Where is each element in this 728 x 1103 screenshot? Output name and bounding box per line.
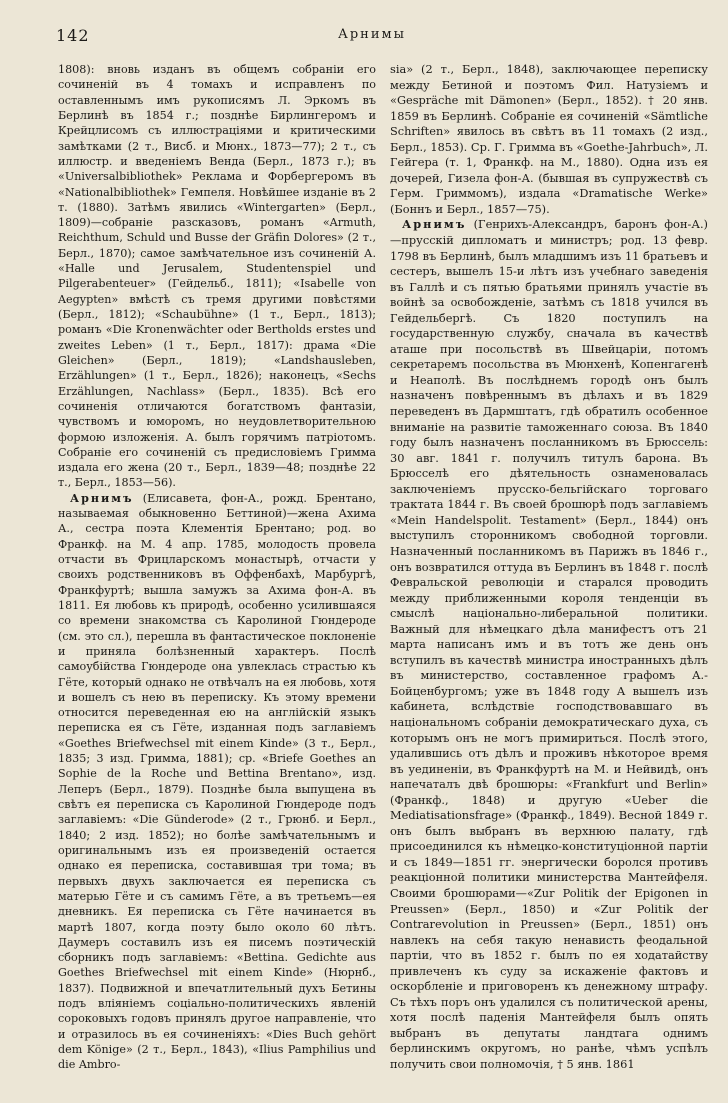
entry-text: (Генрихъ-Александръ, баронъ фон-А.)—прусскій дипломатъ и министръ; род. 13 февр. 1798 въ Берлинѣ, былъ младшимъ изъ 11 братьевъ и сестеръ, вышелъ 15-и лѣтъ изъ учебнаго заведенія въ Галлѣ и съ пятью братьями принялъ участіе въ войнѣ за освобожденіе, затѣмъ съ 1818 учился въ Гейдельбергѣ. Съ 1820 поступилъ на государственную службу, сначала въ качествѣ аташе при посольствѣ въ Швейцаріи, потомъ секретаремъ посольства въ Мюнхенѣ, Копенгагенѣ и Неаполѣ. Въ послѣднемъ городѣ онъ былъ назначенъ повѣреннымъ въ дѣлахъ и въ 1829 переведенъ въ Дармштатъ, гдѣ обратилъ особенное вниманіе на развитіе таможеннаго союза. Въ 1840 году былъ назначенъ посланникомъ въ Брюссель: 30 авг. 1841 г. получилъ титулъ барона. Въ Брюсселѣ его дѣятельность ознаменовалась заключеніемъ прусско-бельгійскаго торговаго трактата 1844 г. Въ своей брошюрѣ подъ заглавіемъ «Mein Handelspolit. Testament» (Берл., 1844) онъ выступилъ сторонникомъ свободной торговли. Назначенный посланникомъ въ Парижъ въ 1846 г., онъ возвратился оттуда въ Берлинъ въ 1848 г. послѣ Февральской революціи и старался проводить между приближенными короля тенденціи въ смыслѣ національно-либеральной политики. Важный для нѣмецкаго дѣла манифестъ отъ 21 марта написанъ имъ и въ тотъ же день онъ вступилъ въ качествѣ министра иностранныхъ дѣлъ въ министерство, составленное графомъ А.-Бойценбургомъ; уже въ 1848 году А вышелъ изъ кабинета, вслѣдствіе господствовавшаго въ національномъ собраніи демократическаго духа, съ которымъ онъ не могъ примириться. Послѣ этого, удалившись отъ дѣлъ и проживъ нѣкоторое время въ уединеніи, въ Франкфуртѣ на М. и Нейвидѣ, онъ напечаталъ двѣ брошюры: «Frankfurt und Berlin» (Франкф., 1848) и другую «Ueber die Mediatisationsfrage» (Франкф., 1849). Весной 1849 г. онъ былъ выбранъ въ верхнюю палату, гдѣ присоединился къ нѣмецко-конституціонной партіи и съ 1849—1851 гг. энергически боролся противъ реакціонной политики министерства Мантейфеля. Своими брошюрами—«Zur Politik der Epigonen in Preussen» (Берл., 1850) и «Zur Politik der Contrarevolution in Preussen» (Берл., 1851) онъ навлекъ на себя такую ненависть феодальной партіи, что въ 1852 г. былъ по ея ходатайству привлеченъ къ суду за искаженіе фактовъ и оскорбленіе и приговоренъ къ денежному штрафу. Съ тѣхъ поръ онъ удалился съ политической арены, хотя послѣ паденія Мантейфеля былъ опять выбранъ въ депутаты ландтага однимъ берлинскимъ округомъ, но ранѣе, чѣмъ успѣлъ получить свои полномочія, † 5 янв. 1861 [390, 217, 708, 1071]
entry-arnim-elisabeth [58, 491, 376, 1073]
entry-text: (Елисавета, фон-А., рожд. Брентано, называемая обыкновенно Беттиной)—жена Ахима А., сестра поэта Клементія Брентано; род. во Франкф. на М. 4 апр. 1785, молодость провела отчасти въ Фрицларскомъ монастырѣ, отчасти у своихъ родственниковъ въ Оффенбахѣ, Марбургѣ, Франкфуртѣ; вышла замужъ за Ахима фон-А. въ 1811. Ея любовь къ природѣ, особенно усилившаяся со времени знакомства съ Каролиной Гюндероде (см. это сл.), перешла въ фантастическое поклоненіе и приняла болѣзненный характеръ. Послѣ самоубійства Гюндероде она увлеклась страстью къ Гёте, который однако не отвѣчалъ на ея любовь, хотя и вошелъ съ нею въ переписку. Къ этому времени относится переведенная ею на англійскій языкъ переписка ея съ Гёте, изданная подъ заглавіемъ «Goethes Briefwechsel mit einem Kinde» (3 т., Берл., 1835; 3 изд. Гримма, 1881); ср. «Briefe Goethes an Sophie de la Roche und Bettina Brentano», изд. Леперъ (Берл., 1879). Позднѣе была выпущена въ свѣтъ ея переписка съ Каролиной Гюндероде подъ заглавіемъ: «Die Günderode» (2 т., Грюнб. и Берл., 1840; 2 изд. 1852); но болѣе замѣчательнымъ и оригинальнымъ изъ ея произведеній остается однако ея переписка, составившая три тома; въ первыхъ двухъ заключается ея переписка съ матерью Гёте и съ самимъ Гёте, а въ третьемъ—ея дневникъ. Ея переписка съ Гёте начинается въ мартѣ 1807, когда поэту было около 60 лѣтъ. Даумеръ составилъ изъ ея писемъ поэтическій сборникъ подъ заглавіемъ: «Bettina. Gedichte aus Goethes Briefwechsel mit einem Kinde» (Нюрнб., 1837). Подвижной и впечатлительный духъ Бетины подъ вліяніемъ соціально-политическихъ явленій сороковыхъ годовъ принялъ другое направленіе, что и отразилось въ ея сочиненіяхъ: «Dies Buch gehört dem Könige» (2 т., Берл., 1843), «Ilius Pamphilius und die Ambro- [58, 491, 376, 1072]
page-header [56, 26, 688, 50]
entry-continuation-text: 1808): вновь изданъ въ общемъ собраніи его сочиненій въ 4 томахъ и исправленъ по оставленнымъ имъ рукописямъ Л. Эркомъ въ Берлинѣ въ 1854 г.; позднѣе Бирлингеромъ и Крейцлисомъ съ иллюстраціями и критическими замѣтками (2 т., Висб. и Мюнх., 1873—77); 2 т., съ иллюстр. и введеніемъ Венда (Берл., 1873 г.); въ «Universalbibliothek» Реклама и Форбергеромъ въ «Nationalbibliothek» Гемпеля. Новѣйшее изданіе въ 2 т. (1880). Затѣмъ явились «Wintergarten» (Берл., 1809)—собраніе разсказовъ, романъ «Armuth, Reichthum, Schuld und Busse der Gräfin Dolores» (2 т., Берл., 1870); самое замѣчательное изъ сочиненій А. «Halle und Jerusalem, Studentenspiel und Pilgerabenteuer» (Гейдельб., 1811); «Isabelle von Aegypten» вмѣстѣ съ тремя другими повѣстями (Берл., 1812); «Schaubühne» (1 т., Берл., 1813); романъ «Die Kronenwächter oder Bertholds erstes und zweites Leben» (1 т., Берл., 1817): драма «Die Gleichen» (Берл., 1819); «Landshausleben, Erzählungen» (1 т., Берл., 1826); наконецъ, «Sechs Erzählungen, Nachlass» (Берл., 1835). Всѣ его сочиненія отличаются богатствомъ фантазіи, чувствомъ и юморомъ, но неудовлетворительною формою изложенія. А. былъ горячимъ патріотомъ. Собраніе его сочиненій съ предисловіемъ Гримма издала его жена (20 т., Берл., 1839—48; позднѣе 22 т., Берл., 1853—56). [58, 63, 376, 490]
entry-continuation-text: sia» (2 т., Берл., 1848), заключающее переписку между Бетиной и поэтомъ Фил. Натузіемъ и «Gespräche mit Dämonen» (Берл., 1852). † 20 янв. 1859 въ Берлинѣ. Собраніе ея сочиненій «Sämtliche Schriften» явилось въ свѣтъ въ 11 томахъ (2 изд., Берл., 1853). Ср. Г. Гримма въ «Goethe-Jahrbuch», Л. Гейгера (т. 1, Франкф. на М., 1880). Одна изъ ея дочерей, Гизела фон-А. (бывшая въ супружествѣ съ Герм. Гриммомъ), издала «Dramatische Werke» (Боннъ и Берл., 1857—75). [390, 62, 708, 216]
running-title: Арнимы [338, 27, 406, 42]
entry-headword: Арнимъ [402, 217, 467, 232]
page-number: 142 [56, 26, 90, 45]
entry-headword: Арнимъ [70, 491, 134, 505]
entry-arnim-heinrich [390, 217, 708, 1072]
right-column [390, 62, 708, 1092]
left-column [58, 62, 376, 1092]
